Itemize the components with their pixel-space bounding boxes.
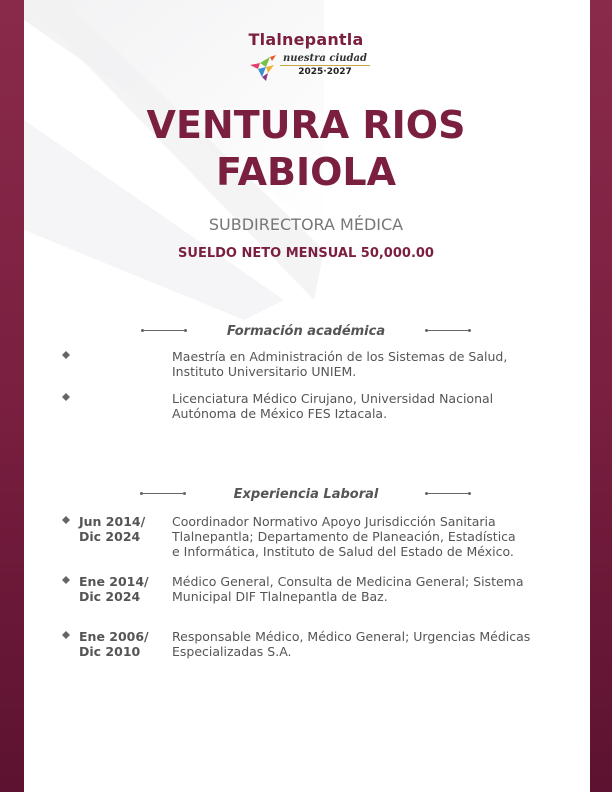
date-start: Ene 2006/	[79, 629, 149, 644]
education-line: Instituto Universitario UNIEM.	[172, 364, 357, 379]
experience-line: Responsable Médico, Médico General; Urgencias Médicas	[172, 629, 531, 644]
salary: SUELDO NETO MENSUAL 50,000.00	[178, 246, 434, 261]
education-line: Autónoma de México FES Iztacala.	[172, 406, 388, 421]
logo-title: Tlalnepantla	[248, 30, 364, 49]
job-title: SUBDIRECTORA MÉDICA	[208, 215, 404, 234]
logo	[0, 30, 612, 85]
date-start: Ene 2014/	[79, 574, 149, 589]
employee-name	[0, 102, 612, 196]
date-end: Dic 2010	[79, 644, 141, 659]
experience-line: Médico General, Consulta de Medicina General; Sistema	[172, 574, 524, 589]
date-end: Dic 2024	[79, 529, 141, 544]
diamond-bullet-icon	[62, 393, 70, 401]
experience-line: Tlalnepantla; Departamento de Planeación, Estadística	[172, 529, 516, 544]
logo-tagline: nuestra ciudad	[280, 53, 370, 66]
name-line-1: VENTURA RIOS	[146, 103, 466, 147]
hummingbird-icon	[246, 51, 278, 83]
name-line-2: FABIOLA	[215, 150, 397, 194]
education-line: Licenciatura Médico Cirujano, Universidad Nacional	[172, 391, 494, 406]
education-heading	[0, 320, 612, 339]
experience-line: Especializadas S.A.	[172, 644, 292, 659]
diamond-bullet-icon	[62, 351, 70, 359]
date-start: Jun 2014/	[79, 514, 146, 529]
date-end: Dic 2024	[79, 589, 141, 604]
experience-line: Coordinador Normativo Apoyo Jurisdicción Sanitaria	[172, 514, 496, 529]
diamond-bullet-icon	[62, 576, 70, 584]
experience-title: Experiencia Laboral	[233, 487, 379, 502]
diamond-bullet-icon	[62, 516, 70, 524]
education-line: Maestría en Administración de los Sistemas de Salud,	[172, 349, 508, 364]
experience-line: e Informática, Instituto de Salud del Estado de México.	[172, 544, 514, 559]
experience-heading	[0, 483, 612, 502]
experience-line: Municipal DIF Tlalnepantla de Baz.	[172, 589, 388, 604]
logo-years: 2025·2027	[298, 67, 352, 77]
diamond-bullet-icon	[62, 631, 70, 639]
education-title: Formación académica	[226, 324, 386, 339]
